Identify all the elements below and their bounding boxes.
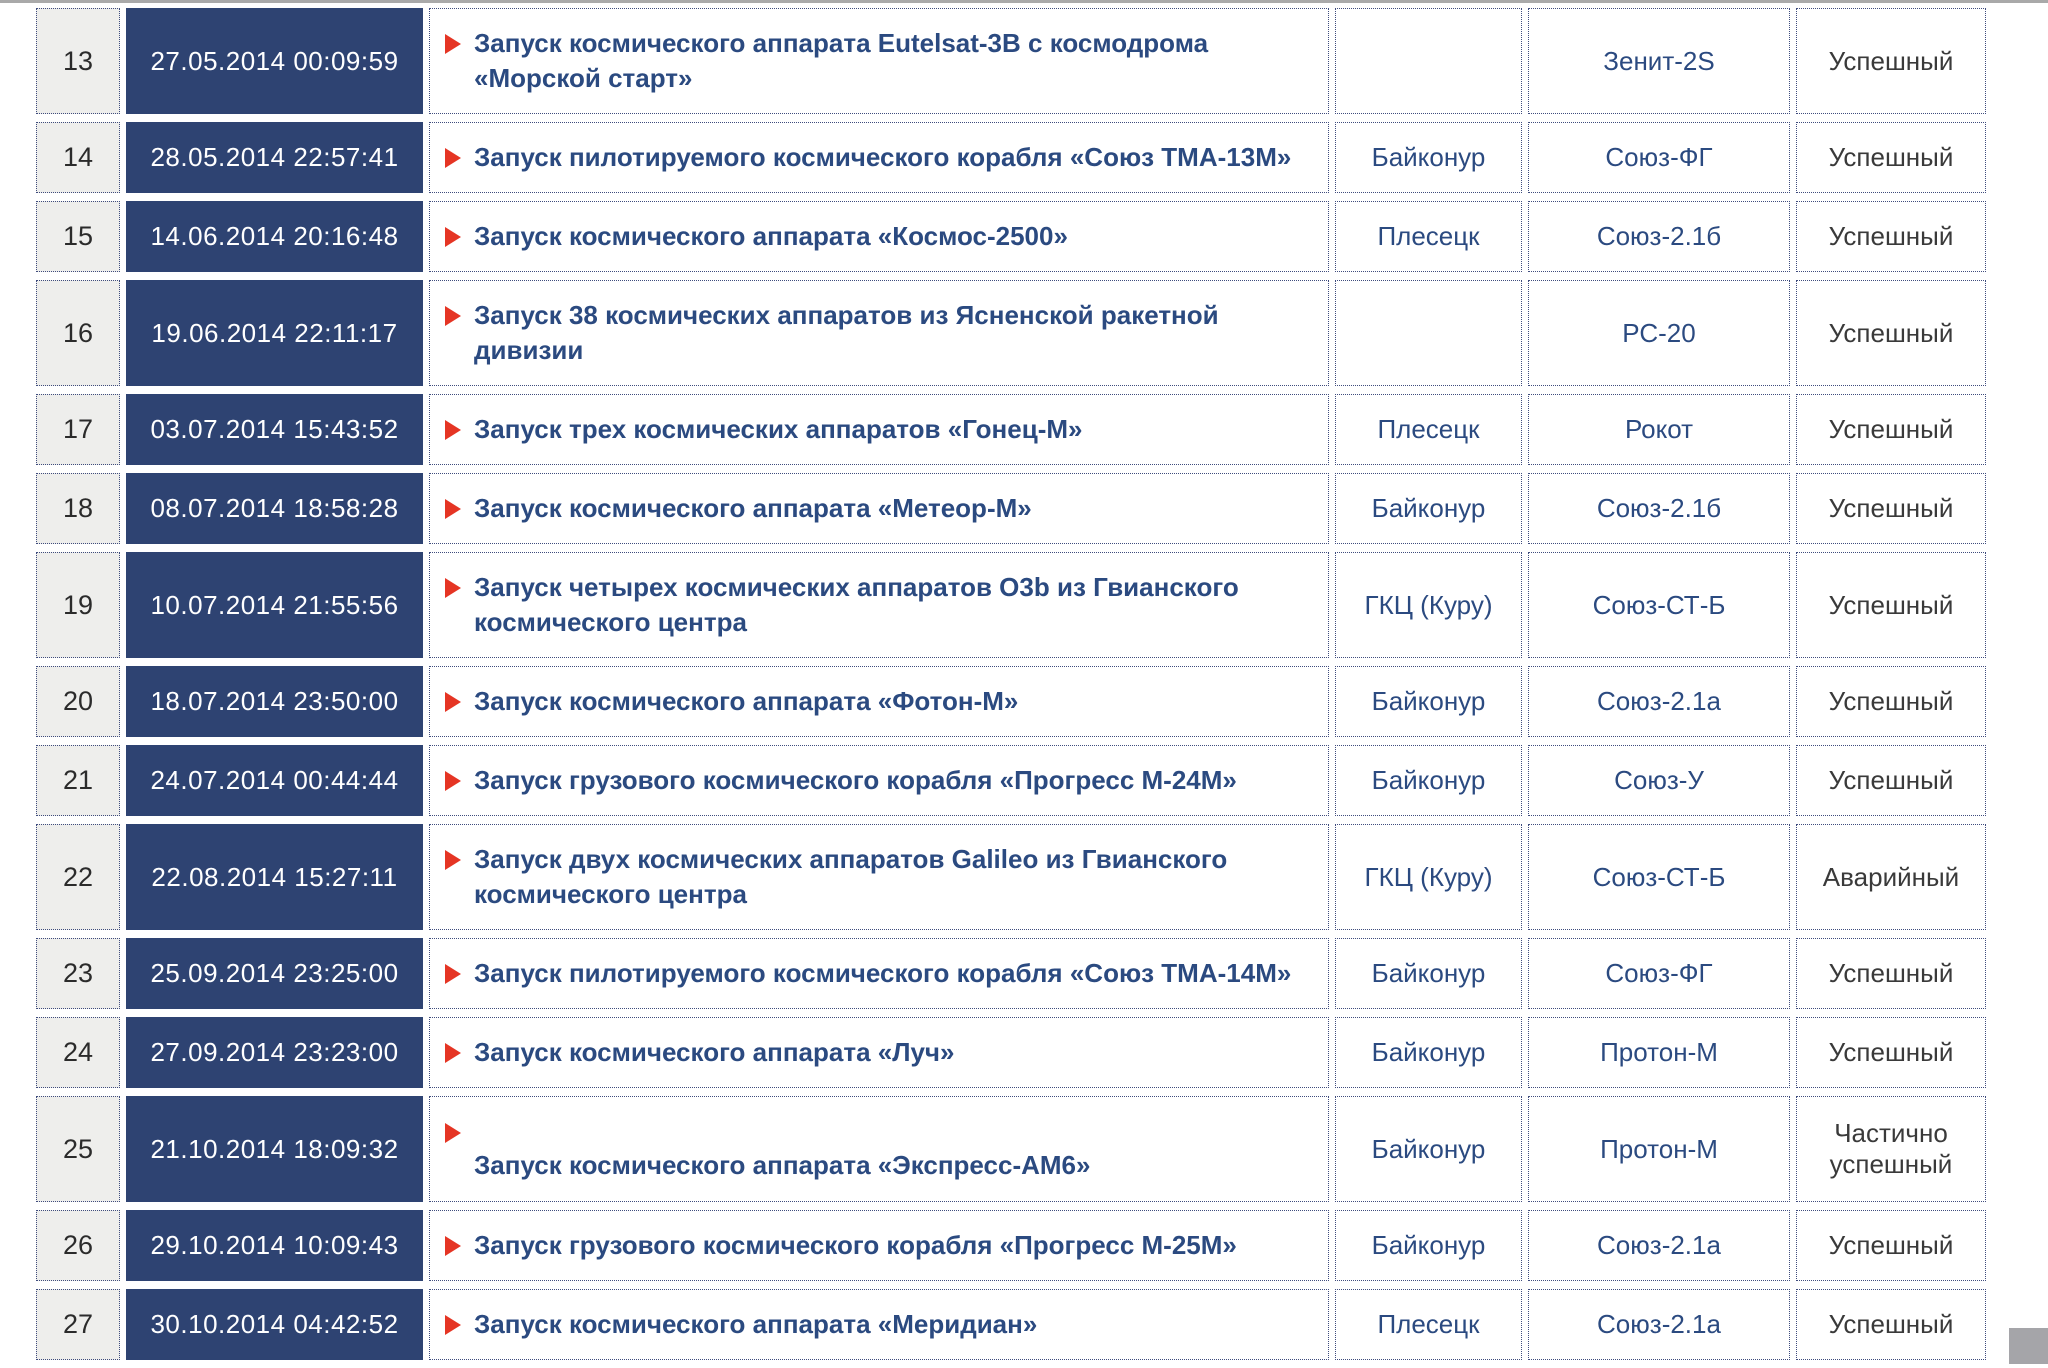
table-row	[36, 824, 1986, 930]
launch-status: Успешный	[1796, 1017, 1986, 1088]
scrollbar-thumb[interactable]	[2009, 1328, 2048, 1364]
launch-status: Успешный	[1796, 280, 1986, 386]
launch-description-cell	[429, 1017, 1329, 1088]
launch-datetime: 08.07.2014 18:58:28	[126, 473, 423, 544]
launch-description-wrap	[430, 570, 1318, 640]
launch-description-wrap	[430, 1115, 1318, 1183]
launch-description-cell	[429, 1096, 1329, 1202]
red-triangle-bullet-icon	[445, 1236, 461, 1256]
launch-status: Успешный	[1796, 938, 1986, 1009]
table-row	[36, 1096, 1986, 1202]
launch-site: Байконур	[1335, 938, 1522, 1009]
launch-description-link[interactable]: Запуск грузового космического корабля «Прогресс М-25М»	[474, 1230, 1237, 1260]
red-triangle-bullet-icon	[445, 578, 461, 598]
launch-status: Успешный	[1796, 666, 1986, 737]
launch-status: Успешный	[1796, 1210, 1986, 1281]
launch-description-link[interactable]: Запуск космического аппарата Eutelsat-3B с космодрома «Морской старт»	[474, 28, 1209, 93]
launch-description-link[interactable]: Запуск космического аппарата «Космос-2500»	[474, 221, 1068, 251]
launch-site: Байконур	[1335, 473, 1522, 544]
launch-description-wrap	[430, 684, 1318, 719]
launch-description-wrap	[430, 842, 1318, 912]
launch-description-wrap	[430, 491, 1318, 526]
launch-description-wrap	[430, 763, 1318, 798]
launch-datetime: 30.10.2014 04:42:52	[126, 1289, 423, 1360]
launch-status: Успешный	[1796, 122, 1986, 193]
launch-datetime: 25.09.2014 23:25:00	[126, 938, 423, 1009]
rocket-name: Протон-М	[1528, 1096, 1790, 1202]
red-triangle-bullet-icon	[445, 306, 461, 326]
red-triangle-bullet-icon	[445, 499, 461, 519]
launch-description-wrap	[430, 298, 1318, 368]
rocket-name: Рокот	[1528, 394, 1790, 465]
launch-description-link[interactable]: Запуск космического аппарата «Фотон-М»	[474, 686, 1019, 716]
table-row	[36, 745, 1986, 816]
launch-status: Успешный	[1796, 1289, 1986, 1360]
launch-description-link[interactable]: Запуск космического аппарата «Экспресс-АМ6»	[474, 1150, 1091, 1180]
launch-description-link[interactable]: Запуск двух космических аппаратов Galileo из Гвианского космического центра	[474, 844, 1228, 909]
launch-description-wrap	[430, 956, 1318, 991]
launch-datetime: 28.05.2014 22:57:41	[126, 122, 423, 193]
launch-status: Успешный	[1796, 552, 1986, 658]
launch-site: ГКЦ (Куру)	[1335, 824, 1522, 930]
table-row	[36, 552, 1986, 658]
rocket-name: Союз-2.1а	[1528, 666, 1790, 737]
launch-status: Успешный	[1796, 745, 1986, 816]
launch-description-link[interactable]: Запуск трех космических аппаратов «Гонец-М»	[474, 414, 1083, 444]
launch-datetime: 14.06.2014 20:16:48	[126, 201, 423, 272]
launch-datetime: 21.10.2014 18:09:32	[126, 1096, 423, 1202]
rocket-name: Союз-СТ-Б	[1528, 824, 1790, 930]
row-number: 20	[36, 666, 120, 737]
launch-description-cell	[429, 473, 1329, 544]
launch-status: Успешный	[1796, 394, 1986, 465]
launch-site: Байконур	[1335, 122, 1522, 193]
table-row	[36, 394, 1986, 465]
row-number: 16	[36, 280, 120, 386]
launch-description-link[interactable]: Запуск грузового космического корабля «Прогресс М-24М»	[474, 765, 1237, 795]
rocket-name: Союз-СТ-Б	[1528, 552, 1790, 658]
launch-description-wrap	[430, 140, 1318, 175]
row-number: 27	[36, 1289, 120, 1360]
launch-datetime: 18.07.2014 23:50:00	[126, 666, 423, 737]
launch-datetime: 22.08.2014 15:27:11	[126, 824, 423, 930]
red-triangle-bullet-icon	[445, 771, 461, 791]
launch-status: Успешный	[1796, 201, 1986, 272]
launch-description-cell	[429, 666, 1329, 737]
table-row	[36, 1289, 1986, 1360]
launch-description-link[interactable]: Запуск космического аппарата «Метеор-М»	[474, 493, 1032, 523]
table-row	[36, 1017, 1986, 1088]
launch-datetime: 27.05.2014 00:09:59	[126, 8, 423, 114]
row-number: 24	[36, 1017, 120, 1088]
launch-description-cell	[429, 824, 1329, 930]
rocket-name: Союз-ФГ	[1528, 122, 1790, 193]
row-number: 18	[36, 473, 120, 544]
launch-datetime: 19.06.2014 22:11:17	[126, 280, 423, 386]
launch-description-cell	[429, 201, 1329, 272]
launch-description-wrap	[430, 219, 1318, 254]
row-number: 17	[36, 394, 120, 465]
red-triangle-bullet-icon	[445, 850, 461, 870]
launch-description-cell	[429, 745, 1329, 816]
launch-datetime: 10.07.2014 21:55:56	[126, 552, 423, 658]
launch-datetime: 27.09.2014 23:23:00	[126, 1017, 423, 1088]
launch-table	[30, 0, 1992, 1368]
red-triangle-bullet-icon	[445, 1043, 461, 1063]
launch-site: Плесецк	[1335, 394, 1522, 465]
launch-description-cell	[429, 938, 1329, 1009]
launch-description-link[interactable]: Запуск четырех космических аппаратов O3b из Гвианского космического центра	[474, 572, 1239, 637]
red-triangle-bullet-icon	[445, 34, 461, 54]
launch-description-cell	[429, 8, 1329, 114]
rocket-name: Союз-2.1б	[1528, 473, 1790, 544]
previous-row-edge-strip	[0, 0, 2048, 3]
launch-site: ГКЦ (Куру)	[1335, 552, 1522, 658]
row-number: 14	[36, 122, 120, 193]
launch-datetime: 29.10.2014 10:09:43	[126, 1210, 423, 1281]
launch-site: Плесецк	[1335, 1289, 1522, 1360]
red-triangle-bullet-icon	[445, 148, 461, 168]
table-row	[36, 473, 1986, 544]
row-number: 19	[36, 552, 120, 658]
row-number: 15	[36, 201, 120, 272]
launch-description-link[interactable]: Запуск 38 космических аппаратов из Ясненской ракетной дивизии	[474, 300, 1219, 365]
launch-description-link[interactable]: Запуск пилотируемого космического корабля «Союз ТМА-14М»	[474, 958, 1292, 988]
table-row	[36, 8, 1986, 114]
launch-site: Байконур	[1335, 745, 1522, 816]
rocket-name: Зенит-2S	[1528, 8, 1790, 114]
rocket-name: Союз-У	[1528, 745, 1790, 816]
launch-site	[1335, 8, 1522, 114]
launch-datetime: 24.07.2014 00:44:44	[126, 745, 423, 816]
launch-site: Байконур	[1335, 1096, 1522, 1202]
launch-site: Байконур	[1335, 666, 1522, 737]
rocket-name: Союз-2.1а	[1528, 1289, 1790, 1360]
launch-description-link[interactable]: Запуск пилотируемого космического корабля «Союз ТМА-13М»	[474, 142, 1292, 172]
row-number: 25	[36, 1096, 120, 1202]
rocket-name: Союз-2.1б	[1528, 201, 1790, 272]
red-triangle-bullet-icon	[445, 227, 461, 247]
launch-table-body	[36, 8, 1986, 1360]
rocket-name: Союз-ФГ	[1528, 938, 1790, 1009]
red-triangle-bullet-icon	[445, 1123, 461, 1143]
launch-description-cell	[429, 552, 1329, 658]
launch-description-link[interactable]: Запуск космического аппарата «Меридиан»	[474, 1309, 1038, 1339]
table-row	[36, 280, 1986, 386]
launch-description-wrap	[430, 412, 1318, 447]
rocket-name: Союз-2.1а	[1528, 1210, 1790, 1281]
table-row	[36, 201, 1986, 272]
launch-site: Байконур	[1335, 1017, 1522, 1088]
launch-description-cell	[429, 122, 1329, 193]
launch-status: Аварийный	[1796, 824, 1986, 930]
launch-site	[1335, 280, 1522, 386]
red-triangle-bullet-icon	[445, 420, 461, 440]
rocket-name: РС-20	[1528, 280, 1790, 386]
row-number: 13	[36, 8, 120, 114]
launch-description-cell	[429, 1210, 1329, 1281]
launch-datetime: 03.07.2014 15:43:52	[126, 394, 423, 465]
row-number: 26	[36, 1210, 120, 1281]
launch-status: Успешный	[1796, 8, 1986, 114]
launch-status: Успешный	[1796, 473, 1986, 544]
launch-description-wrap	[430, 1228, 1318, 1263]
table-row	[36, 938, 1986, 1009]
launch-description-wrap	[430, 1035, 1318, 1070]
table-row	[36, 122, 1986, 193]
row-number: 22	[36, 824, 120, 930]
launch-description-wrap	[430, 26, 1318, 96]
launch-description-cell	[429, 394, 1329, 465]
launch-description-wrap	[430, 1307, 1318, 1342]
red-triangle-bullet-icon	[445, 964, 461, 984]
row-number: 21	[36, 745, 120, 816]
row-number: 23	[36, 938, 120, 1009]
rocket-name: Протон-М	[1528, 1017, 1790, 1088]
table-row	[36, 666, 1986, 737]
launch-description-cell	[429, 280, 1329, 386]
red-triangle-bullet-icon	[445, 1315, 461, 1335]
launch-description-cell	[429, 1289, 1329, 1360]
red-triangle-bullet-icon	[445, 692, 461, 712]
launch-site: Байконур	[1335, 1210, 1522, 1281]
launch-status: Частично успешный	[1796, 1096, 1986, 1202]
launch-description-link[interactable]: Запуск космического аппарата «Луч»	[474, 1037, 955, 1067]
launch-site: Плесецк	[1335, 201, 1522, 272]
table-row	[36, 1210, 1986, 1281]
